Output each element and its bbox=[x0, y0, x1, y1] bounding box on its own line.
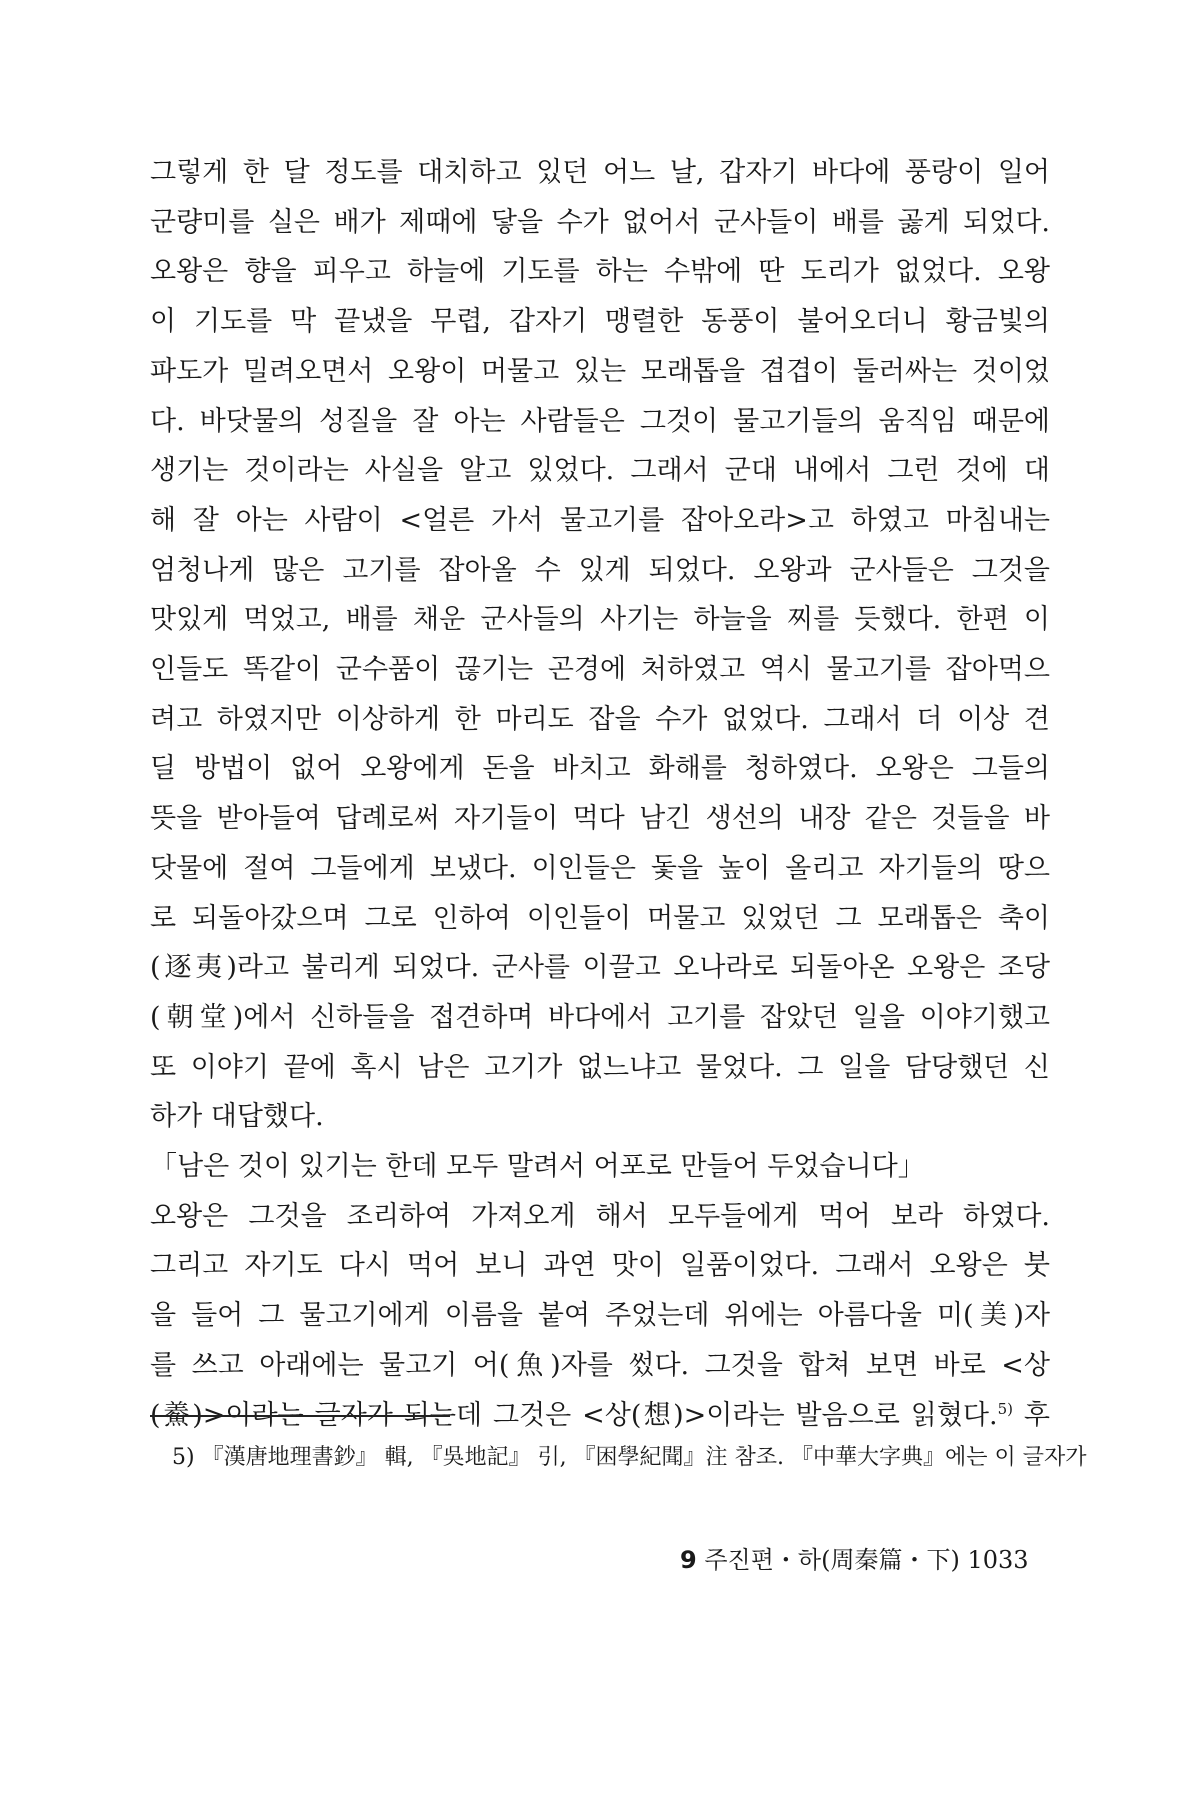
footnote-separator bbox=[150, 1415, 450, 1417]
footnote-number: 5) bbox=[172, 1445, 195, 1470]
text-line: 다. 바닷물의 성질을 잘 아는 사람들은 그것이 물고기들의 움직임 때문에 bbox=[150, 405, 1050, 437]
text-line: 인들도 똑같이 군수품이 끊기는 곤경에 처하였고 역시 물고기를 잡아먹으 bbox=[150, 654, 1050, 686]
body-text bbox=[150, 148, 1050, 1440]
text-line: 오왕은 향을 피우고 하늘에 기도를 하는 수밖에 딴 도리가 없었다. 오왕 bbox=[150, 256, 1050, 288]
footnote-text: 『漢唐地理書鈔』 輯, 『吳地記』 引, 『困學紀聞』注 참조. 『中華大字典』에는 이 글자가 bbox=[201, 1445, 1087, 1470]
text-line: 을 들어 그 물고기에게 이름을 붙여 주었는데 위에는 아름다울 미(美)자 bbox=[150, 1300, 1050, 1332]
text-line: 뜻을 받아들여 답례로써 자기들이 먹다 남긴 생선의 내장 같은 것들을 바 bbox=[150, 803, 1050, 835]
text-line: 엄청나게 많은 고기를 잡아올 수 있게 되었다. 오왕과 군사들은 그것을 bbox=[150, 554, 1050, 586]
paragraph bbox=[150, 148, 1050, 1142]
text-line: 이 기도를 막 끝냈을 무렵, 갑자기 맹렬한 동풍이 불어오더니 황금빛의 bbox=[150, 306, 1050, 338]
text-line: (逐夷)라고 불리게 되었다. 군사를 이끌고 오나라로 되돌아온 오왕은 조당 bbox=[150, 952, 1050, 984]
text-line: 「남은 것이 있기는 한데 모두 말려서 어포로 만들어 두었습니다」 bbox=[150, 1151, 925, 1183]
running-footer bbox=[680, 1540, 1029, 1575]
quoted-speech bbox=[150, 1142, 1050, 1192]
text-line: 려고 하였지만 이상하게 한 마리도 잡을 수가 없었다. 그래서 더 이상 견 bbox=[150, 703, 1050, 735]
text-segment: (鯗)>이라는 글자가 되는데 그것은 <상(想)>이라는 발음으로 읽혔다. bbox=[150, 1399, 998, 1431]
footnote bbox=[172, 1440, 1087, 1471]
text-line: 군량미를 실은 배가 제때에 닿을 수가 없어서 군사들이 배를 곯게 되었다. bbox=[150, 206, 1050, 238]
chapter-number: 9 bbox=[680, 1546, 697, 1574]
text-line: 딜 방법이 없어 오왕에게 돈을 바치고 화해를 청하였다. 오왕은 그들의 bbox=[150, 753, 1050, 785]
text-line: 로 되돌아갔으며 그로 인하여 이인들이 머물고 있었던 그 모래톱은 축이 bbox=[150, 902, 1050, 934]
page-number: 1033 bbox=[967, 1546, 1029, 1574]
text-segment: 후 bbox=[1012, 1399, 1050, 1431]
text-line: 그리고 자기도 다시 먹어 보니 과연 맛이 일품이었다. 그래서 오왕은 붓 bbox=[150, 1250, 1050, 1282]
text-line: 그렇게 한 달 정도를 대치하고 있던 어느 날, 갑자기 바다에 풍랑이 일어 bbox=[150, 157, 1050, 188]
chapter-title: 주진편・하(周秦篇・下) bbox=[704, 1546, 960, 1574]
text-line: (朝堂)에서 신하들을 접견하며 바다에서 고기를 잡았던 일을 이야기했고 bbox=[150, 1001, 1050, 1033]
text-line: 생기는 것이라는 사실을 알고 있었다. 그래서 군대 내에서 그런 것에 대 bbox=[150, 455, 1050, 487]
text-line: 오왕은 그것을 조리하여 가져오게 해서 모두들에게 먹어 보라 하였다. bbox=[150, 1200, 1050, 1232]
text-line: 파도가 밀려오면서 오왕이 머물고 있는 모래톱을 겹겹이 둘러싸는 것이었 bbox=[150, 355, 1050, 387]
text-line: 해 잘 아는 사람이 <얼른 가서 물고기를 잡아오라>고 하였고 마침내는 bbox=[150, 504, 1050, 536]
text-line: 맛있게 먹었고, 배를 채운 군사들의 사기는 하늘을 찌를 듯했다. 한편 이 bbox=[150, 604, 1050, 636]
footnote-reference: 5) bbox=[997, 1399, 1013, 1418]
paragraph bbox=[150, 1192, 1050, 1441]
text-line: 를 쓰고 아래에는 물고기 어(魚)자를 썼다. 그것을 합쳐 보면 바로 <상 bbox=[150, 1349, 1050, 1381]
text-line: 또 이야기 끝에 혹시 남은 고기가 없느냐고 물었다. 그 일을 담당했던 신 bbox=[150, 1051, 1050, 1083]
text-line: 닷물에 절여 그들에게 보냈다. 이인들은 돛을 높이 올리고 자기들의 땅으 bbox=[150, 852, 1050, 884]
text-line: 하가 대답했다. bbox=[150, 1101, 324, 1133]
